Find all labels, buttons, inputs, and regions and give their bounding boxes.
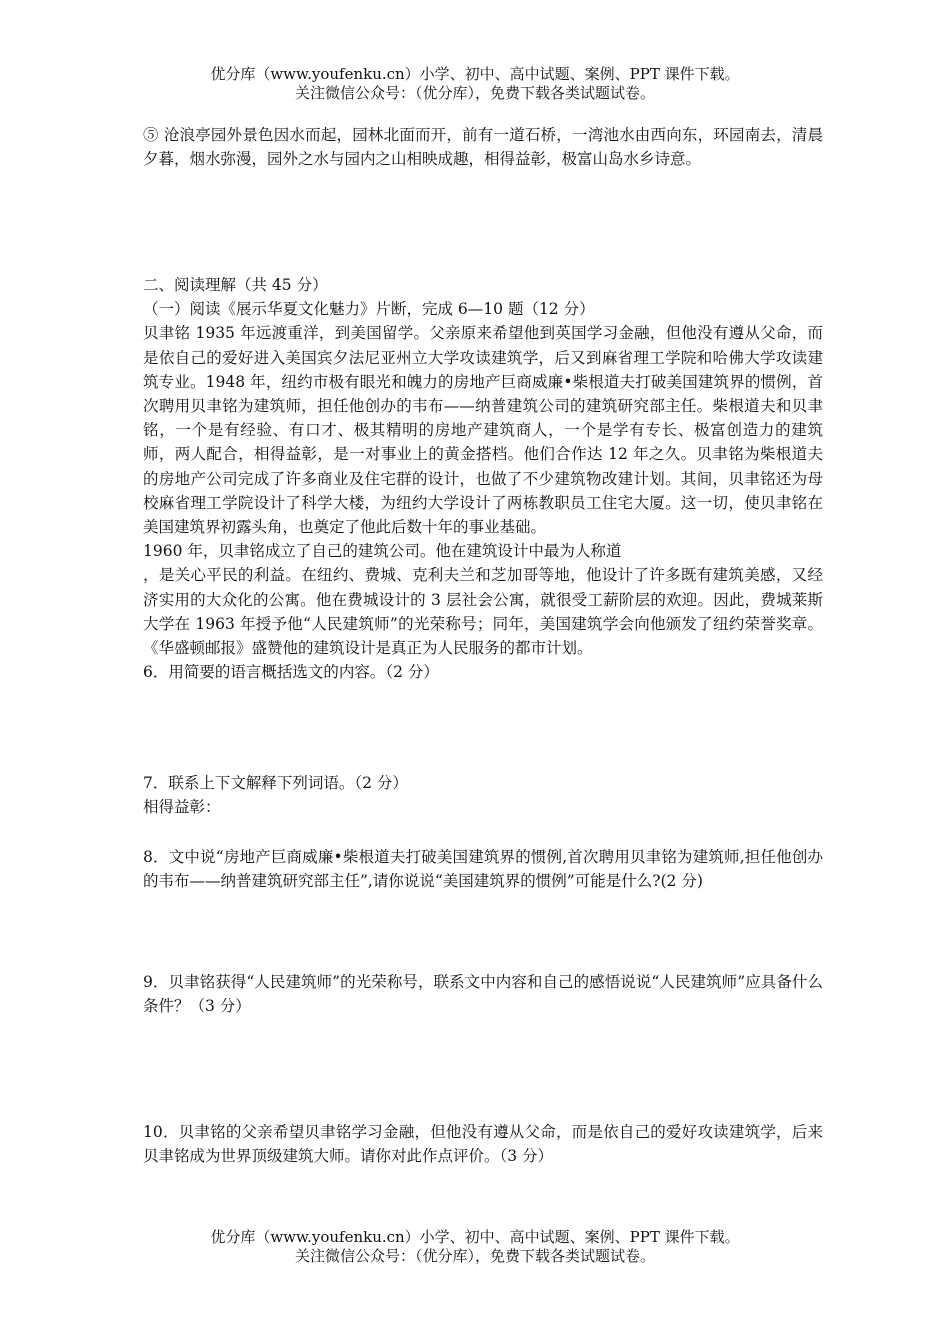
page-footer [0,1228,950,1266]
header-line-1: 优分库（www.youfenku.cn）小学、初中、高中试题、案例、PPT 课件下载。 [210,65,740,83]
section-title: 二、阅读理解（共 45 分） [143,276,328,294]
item-5-block [143,123,823,171]
header-line-2: 关注微信公众号：（优分库），免费下载各类试题试卷。 [294,84,655,102]
passage-paragraph-1: 贝聿铭 1935 年远渡重洋，到美国留学。父亲原来希望他到英国学习金融，但他没有遵从父命，而是依自己的爱好进入美国宾夕法尼亚州立大学攻读建筑学，后又到麻省理工学院和哈佛大学攻读建筑专业。1948 年，纽约市极有眼光和魄力的房地产巨商威廉•柴根道夫打破美国建筑界的惯例，首次聘用贝聿铭为建筑师，担任他创办的韦布——纳普建筑公司的建筑研究部主任。柴根道夫和贝聿铭，一个是有经验、有口才、极其精明的房地产建筑商人，一个是学有专长、极富创造力的建筑师，两人配合，相得益彰，是一对事业上的黄金搭档。他们合作达 12 年之久。贝聿铭为柴根道夫的房地产公司完成了许多商业及住宅群的设计，也做了不少建筑物改建计划。其间，贝聿铭还为母校麻省理工学院设计了科学大楼，为纽约大学设计了两栋教职员工住宅大厦。这一切，使贝聿铭在美国建筑界初露头角，也奠定了他此后数十年的事业基础。 [143,324,823,537]
question-7-block [143,771,823,819]
section-subtitle: （一）阅读《展示华夏文化魅力》片断，完成 6—10 题（12 分） [143,300,595,319]
question-7: 7．联系上下文解释下列词语。（2 分） [143,774,408,792]
footer-line-2: 关注微信公众号：（优分库），免费下载各类试题试卷。 [294,1247,655,1265]
question-8-block [143,845,823,893]
question-9-block [143,970,823,1018]
question-9: 9．贝聿铭获得“人民建筑师”的光荣称号，联系文中内容和自己的感悟说说“人民建筑师”应具备什么条件？（3 分） [143,973,823,1016]
item-5-text: ⑤ 沧浪亭园外景色因水而起，园林北面而开，前有一道石桥，一湾池水由西向东，环园南去，清晨夕暮，烟水弥漫，园外之水与园内之山相映成趣，相得益彰，极富山岛水乡诗意。 [143,126,823,169]
passage-paragraph-2-first-line: 1960 年，贝聿铭成立了自己的建筑公司。他在建筑设计中最为人称道 [143,542,622,561]
question-8: 8．文中说“房地产巨商威廉•柴根道夫打破美国建筑界的惯例,首次聘用贝聿铭为建筑师,担任他创办的韦布——纳普建筑研究部主任”,请你说说“美国建筑界的惯例”可能是什么?(2 分) [143,848,823,891]
page-header [0,65,950,103]
question-10-block [143,1120,823,1168]
question-7-term: 相得益彰： [143,798,221,817]
passage-paragraph-2: ，是关心平民的利益。在纽约、费城、克利夫兰和芝加哥等地，他设计了许多既有建筑美感，又经济实用的大众化的公寓。他在费城设计的 3 层社会公寓，就很受工薪阶层的欢迎。因此，费城莱斯大学在 1963 年授予他“人民建筑师”的光荣称号；同年，美国建筑学会向他颁发了纽约荣誉奖章。《华盛顿邮报》盛赞他的建筑设计是真正为人民服务的都市计划。 [143,566,823,658]
question-6: 6．用简要的语言概括选文的内容。（2 分） [143,663,439,682]
footer-line-1: 优分库（www.youfenku.cn）小学、初中、高中试题、案例、PPT 课件下载。 [210,1228,740,1246]
question-10: 10．贝聿铭的父亲希望贝聿铭学习金融，但他没有遵从父命，而是依自己的爱好攻读建筑学，后来贝聿铭成为世界顶级建筑大师。请你对此作点评价。（3 分） [143,1123,823,1166]
reading-section [143,273,823,684]
